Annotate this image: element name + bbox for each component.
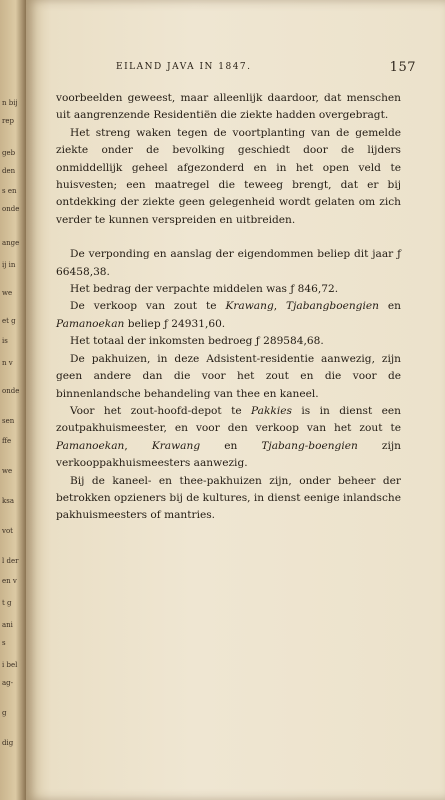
margin-fragment: rep (2, 117, 14, 125)
paragraph-8: Voor het zout-hoofd-depot te Pakkies is in dienst een zoutpakhuismeester, en voor den verkoop van het zout te Pamanoekan, Krawang en Tjabang-boengien zijn verkooppakhuismeesters aanwezig. (56, 404, 401, 470)
margin-fragment: is (2, 337, 8, 345)
margin-fragment: ani (2, 621, 13, 629)
margin-fragment: sen (2, 417, 15, 425)
margin-fragment: t g (2, 599, 12, 607)
italic-place-name: Krawang (225, 300, 274, 313)
paragraph-7: De pakhuizen, in deze Adsistent-residentie aanwezig, zijn geen andere dan die voor het zout en die voor de binnenlandsche behandeling van thee en kaneel. (56, 352, 401, 400)
margin-fragment: onde (2, 387, 20, 395)
margin-fragment: s en (2, 187, 17, 195)
italic-place-name: Pamanoekan (56, 439, 125, 452)
italic-place-name: Tjabang-boengien (261, 439, 358, 452)
margin-fragment: ksa (2, 497, 15, 505)
margin-fragment: en v (2, 577, 17, 585)
margin-fragment: ffe (2, 437, 12, 445)
paragraph-6: Het totaal der inkomsten bedroeg ƒ 289584,68. (70, 335, 324, 348)
margin-fragment: n v (2, 359, 13, 367)
paragraph-2: Het streng waken tegen de voortplanting van de gemelde ziekte onder de bevolking geschiedt door de lijders onmiddellijk geheel afgezonderd en in het open veld te huisvesten; een maatregel die teweeg brengt, dat er bij ontdekking der ziekte geen gelegenheid wordt gelaten om zich verder te kunnen verspreiden en uitbreiden. (56, 126, 401, 226)
margin-fragment: den (2, 167, 16, 175)
book-page (26, 0, 445, 800)
previous-page-edge (0, 0, 26, 800)
running-title: EILAND JAVA IN 1847. (116, 62, 252, 72)
paragraph-3: De verponding en aanslag der eigendommen beliep dit jaar ƒ 66458,38. (56, 248, 401, 278)
margin-fragment: n bij (2, 99, 18, 107)
paragraph-5: De verkoop van zout te Krawang, Tjabangboengien en Pamanoekan beliep ƒ 24931,60. (56, 300, 401, 330)
page-number: 157 (389, 60, 416, 75)
paragraph-4: Het bedrag der verpachte middelen was ƒ 846,72. (70, 283, 339, 296)
italic-place-name: Tjabangboengien (286, 300, 379, 313)
margin-fragment: geb (2, 149, 16, 157)
paragraph-1: voorbeelden geweest, maar alleenlijk daardoor, dat menschen uit aangrenzende Residentiën die ziekte hadden overgebragt. (56, 92, 401, 122)
margin-fragment: vot (2, 527, 13, 535)
margin-fragment: i bel (2, 661, 18, 669)
margin-fragment: g (2, 709, 7, 717)
margin-fragment: l der (2, 557, 19, 565)
margin-fragment: ange (2, 239, 20, 247)
body-text (56, 90, 401, 525)
margin-fragment: ij in (2, 261, 16, 269)
margin-fragment: ag- (2, 679, 14, 687)
margin-fragment: s (2, 639, 6, 647)
paragraph-9: Bij de kaneel- en thee-pakhuizen zijn, onder beheer der betrokken opzieners bij de kultures, in dienst eenige inlandsche pakhuismeesters of mantries. (56, 474, 401, 522)
margin-fragment: we (2, 289, 13, 297)
italic-place-name: Pakkies (251, 404, 292, 417)
margin-fragment: dig (2, 739, 14, 747)
margin-fragment: we (2, 467, 13, 475)
margin-fragment: et g (2, 317, 16, 325)
italic-place-name: Krawang (151, 439, 201, 452)
page-header (116, 60, 416, 76)
italic-place-name: Pamanoekan (56, 317, 125, 330)
margin-fragment: onde (2, 205, 20, 213)
